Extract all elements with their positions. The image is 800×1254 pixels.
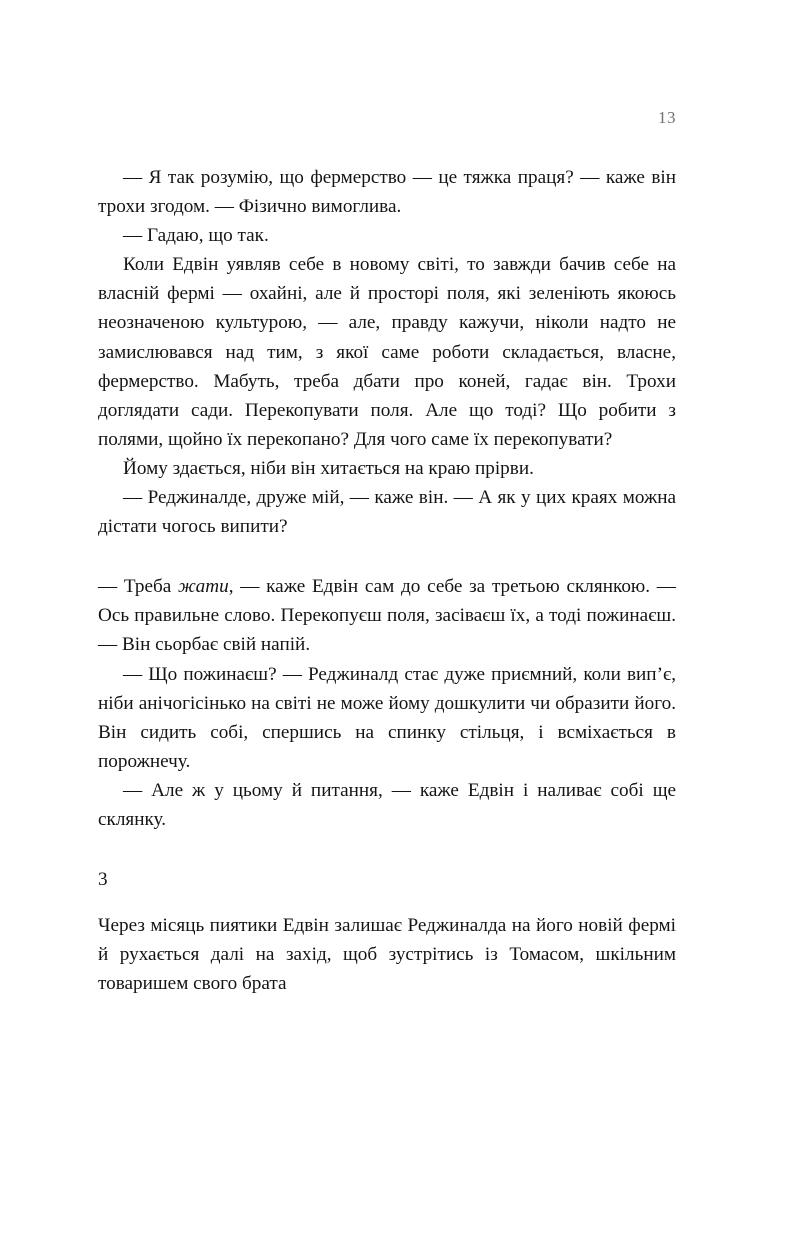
emphasis-zhaty: жати [178, 576, 229, 598]
paragraph-dialogue-5: — Що пожинаєш? — Реджиналд стає дуже приємний, коли вип’є, ніби анічогісінько на світі не може йому дошкулити чи образити його. Він сидить собі, спершись на спинку стільця, і всміхається в порожнечу. [98, 663, 676, 772]
paragraph-dialogue-2: — Гадаю, що так. [123, 225, 269, 247]
paragraph-narrative-3: Через місяць пиятики Едвін залишає Реджиналда на його новій фермі й рухається далі на захід, щоб зустрітись із Томасом, шкільним товаришем свого брата [98, 915, 676, 995]
page-number: 13 [658, 108, 676, 127]
section-number: 3 [98, 869, 108, 891]
run-text-1: — Треба [98, 576, 179, 598]
paragraph-dialogue-1: — Я так розумію, що фермерство — це тяжка праця? — каже він трохи згодом. — Фізично вимоглива. [98, 167, 676, 218]
paragraph-dialogue-6: — Але ж у цьому й питання, — каже Едвін і наливає собі ще склянку. [98, 779, 676, 830]
paragraph-dialogue-4 [98, 572, 676, 659]
section-gap-top [98, 834, 676, 865]
paragraph-dialogue-3: — Реджиналде, друже мій, — каже він. — А як у цих краях можна дістати чогось випити? [98, 487, 676, 538]
paragraph-narrative-1: Коли Едвін уявляв себе в новому світі, то завжди бачив себе на власній фермі — охайні, але й просторі поля, які зеленіють якоюсь неозначеною культурою, — але, правду кажучи, ніколи надто не замислювався над тим, з якої саме роботи складається, власне, фермерство. Мабуть, треба дбати про коней, гадає він. Трохи доглядати сади. Перекопувати поля. Але що тоді? Що робити з полями, щойно їх перекопано? Для чого саме їх перекопувати? [98, 254, 676, 450]
paragraph-narrative-2: Йому здається, ніби він хитається на краю прірви. [123, 457, 534, 479]
section-gap-bottom [98, 894, 676, 911]
run-text-2: , — каже Едвін сам до себе за третьою склянкою. — Ось правильне слово. Перекопуєш поля, засіваєш їх, а тоді пожинаєш. — Він сьорбає свій напій. [98, 576, 676, 656]
scene-break [98, 541, 676, 572]
text-block [98, 163, 676, 998]
